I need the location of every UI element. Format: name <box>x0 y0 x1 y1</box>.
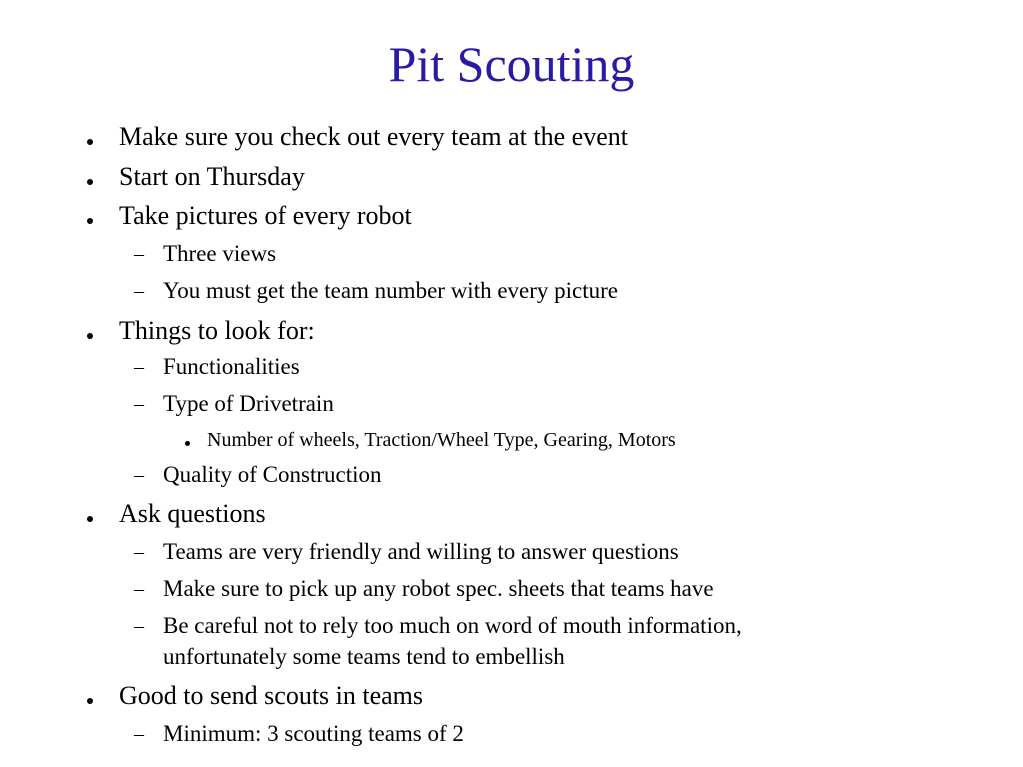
bullet-icon <box>87 333 93 339</box>
bullet-item: Ask questions <box>119 499 266 528</box>
bullet-item: Start on Thursday <box>119 162 305 191</box>
dash-icon: – <box>134 578 144 600</box>
bullet-item: Things to look for: <box>119 316 315 345</box>
dash-icon: – <box>134 464 144 486</box>
sub-bullet-item: You must get the team number with every picture <box>163 278 619 303</box>
bullet-icon <box>185 441 190 446</box>
bullet-item: Make sure you check out every team at the event <box>119 122 628 151</box>
bullet-item: Take pictures of every robot <box>119 201 412 230</box>
bullet-icon <box>87 139 93 145</box>
sub-bullet-item-continuation: unfortunately some teams tend to embellish <box>163 644 565 669</box>
slide-title: Pit Scouting <box>388 36 635 92</box>
bullet-icon <box>87 218 93 224</box>
dash-icon: – <box>134 615 144 637</box>
sub-bullet-item: Type of Drivetrain <box>163 391 334 416</box>
sub-bullet-item: Functionalities <box>163 354 300 379</box>
dash-icon: – <box>134 723 144 745</box>
bullet-icon <box>87 516 93 522</box>
sub-bullet-item: Make sure to pick up any robot spec. sheets that teams have <box>163 576 714 601</box>
sub-sub-bullet-item: Number of wheels, Traction/Wheel Type, Gearing, Motors <box>207 429 676 451</box>
sub-bullet-item: Quality of Construction <box>163 462 382 487</box>
bullet-icon <box>87 698 93 704</box>
dash-icon: – <box>134 541 144 563</box>
dash-icon: – <box>134 356 144 378</box>
sub-bullet-item: Minimum: 3 scouting teams of 2 <box>163 721 464 746</box>
bullet-icon <box>87 179 93 185</box>
dash-icon: – <box>134 393 144 415</box>
sub-bullet-item: Three views <box>163 241 277 266</box>
sub-bullet-item: Teams are very friendly and willing to answer questions <box>163 539 679 564</box>
bullet-item: Good to send scouts in teams <box>119 681 424 710</box>
dash-icon: – <box>134 243 144 265</box>
sub-bullet-item: Be careful not to rely too much on word of mouth information, <box>163 613 742 638</box>
dash-icon: – <box>134 280 144 302</box>
